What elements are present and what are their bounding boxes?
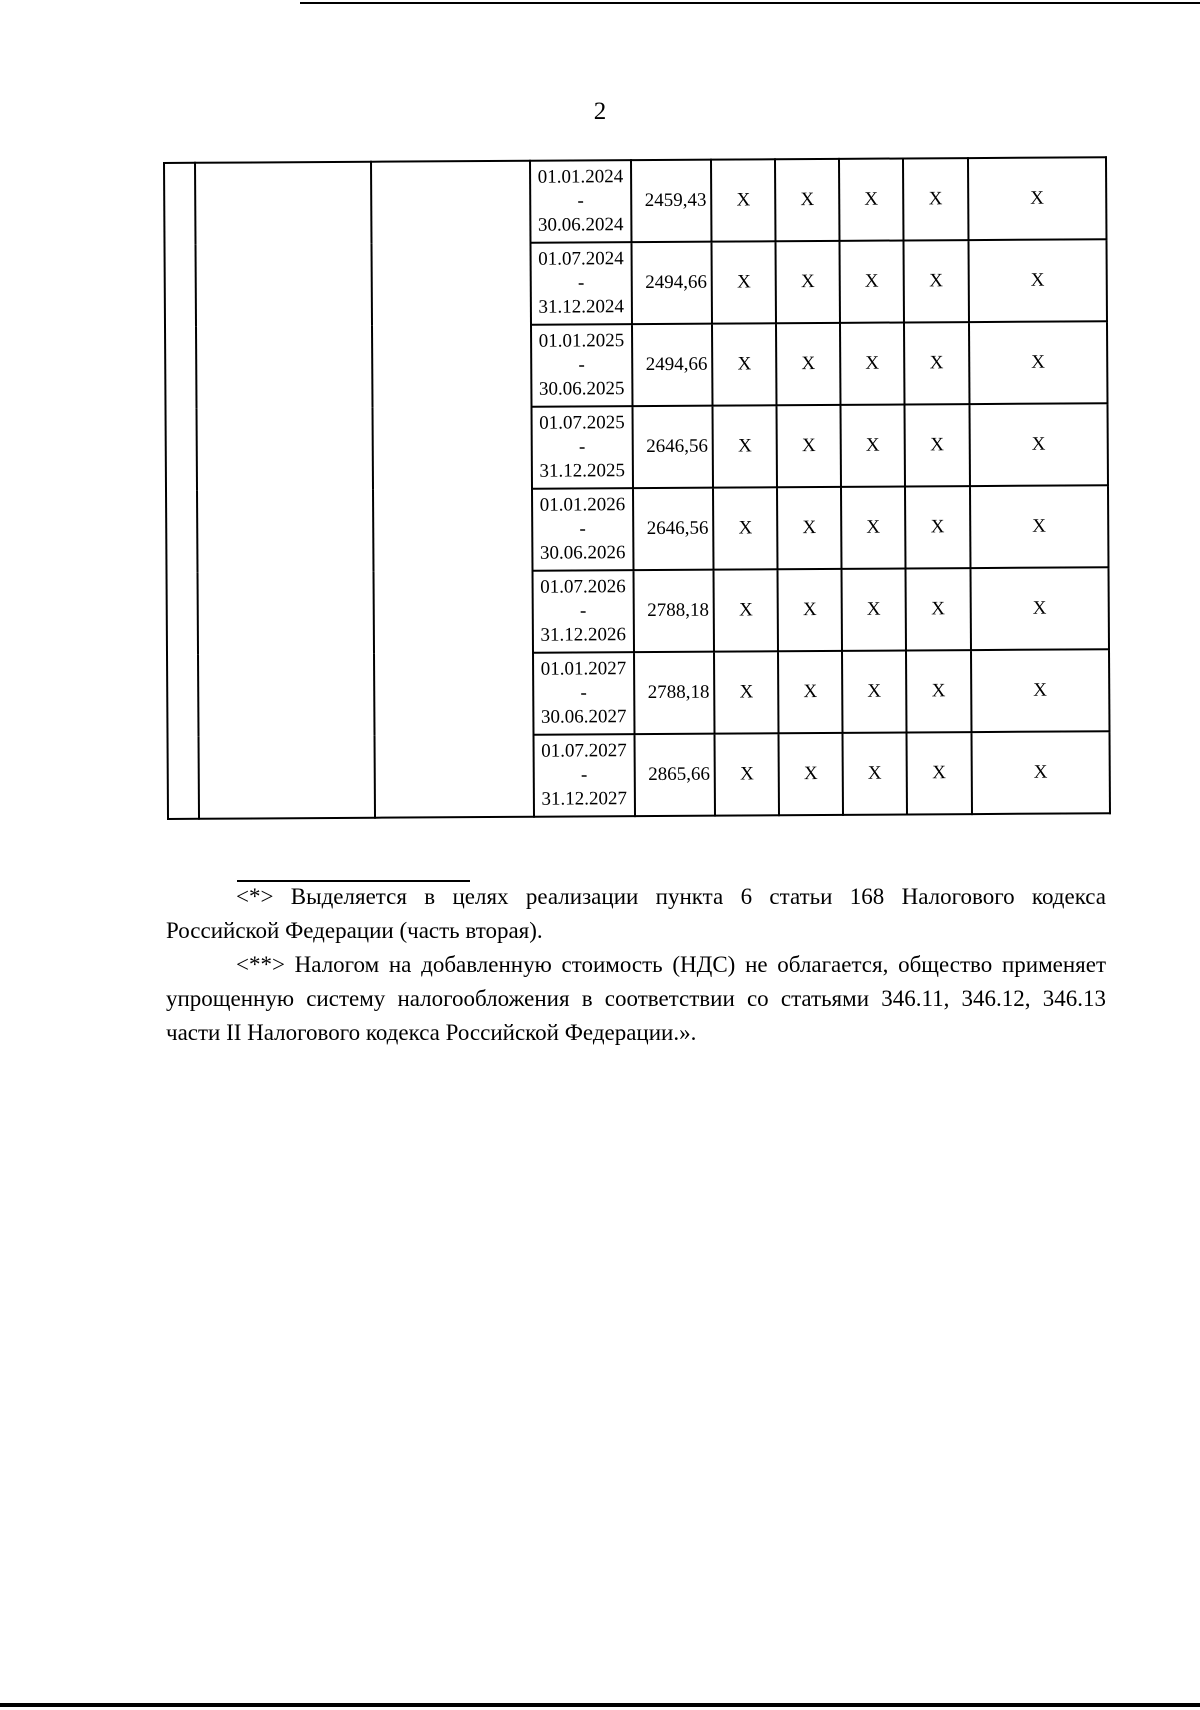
tariff-value: 2646,56	[632, 406, 713, 488]
mark-cell: X	[842, 732, 906, 814]
mark-cell: X	[839, 158, 903, 240]
mark-cell: X	[712, 323, 776, 405]
tariff-value: 2646,56	[633, 488, 714, 570]
mark-cell: X	[711, 159, 775, 241]
period-dash: -	[578, 354, 585, 376]
mark-cell: X	[842, 650, 906, 732]
page-number: 2	[593, 98, 607, 125]
footnote-vat-exempt: <**> Налогом на добавленную стоимость (НДС) не облагается, общество применяет упрощенную систему налогообложения в соответствии со статьями 346.11, 346.12, 346.13 части II Налогового кодекса Российской Федерации.».	[166, 952, 1106, 1045]
tariff-value: 2459,43	[631, 160, 712, 242]
scan-edge-top	[300, 2, 1200, 4]
period-cell	[532, 488, 633, 571]
mark-cell: X	[971, 649, 1110, 732]
table-row	[164, 157, 1106, 245]
mark-cell: X	[839, 240, 903, 322]
mark-cell: X	[841, 486, 905, 568]
mark-cell: X	[904, 322, 969, 404]
mark-cell: X	[971, 731, 1110, 814]
footnote-vat-allocation: <*> Выделяется в целях реализации пункта 6 статьи 168 Налогового кодекса Российской Федерации (часть вторая).	[166, 884, 1106, 943]
period-dash: -	[579, 600, 587, 622]
period-start: 01.01.2024	[537, 166, 624, 188]
mark-cell: X	[713, 405, 777, 487]
mark-cell: X	[776, 323, 840, 405]
merged-cell-organization	[195, 162, 375, 819]
period-end: 31.12.2025	[539, 460, 626, 482]
mark-cell: X	[906, 732, 971, 814]
period-end: 30.06.2024	[537, 214, 624, 236]
mark-cell: X	[778, 569, 842, 651]
mark-cell: X	[968, 157, 1107, 240]
mark-cell: X	[970, 567, 1109, 650]
scan-edge-bottom	[0, 1703, 1200, 1707]
mark-cell: X	[905, 486, 970, 568]
period-dash: -	[577, 190, 584, 212]
period-cell	[531, 406, 632, 489]
period-end: 30.06.2027	[540, 706, 627, 728]
footnotes	[166, 880, 1106, 1050]
period-start: 01.07.2024	[538, 248, 624, 270]
tariff-value: 2494,66	[632, 324, 713, 406]
period-dash: -	[579, 518, 586, 540]
period-cell	[533, 652, 634, 735]
period-dash: -	[580, 682, 587, 704]
period-end: 31.12.2024	[538, 296, 625, 318]
period-end: 30.06.2025	[538, 378, 625, 400]
mark-cell: X	[778, 651, 842, 733]
period-end: 30.06.2026	[539, 542, 626, 564]
mark-cell: X	[903, 240, 968, 322]
mark-cell: X	[841, 568, 905, 650]
period-start: 01.07.2026	[540, 576, 626, 598]
mark-cell: X	[905, 568, 970, 650]
mark-cell: X	[968, 239, 1107, 322]
period-start: 01.01.2025	[538, 330, 625, 352]
period-cell	[533, 734, 634, 817]
period-start: 01.01.2027	[540, 658, 627, 680]
mark-cell: X	[714, 569, 778, 651]
mark-cell: X	[969, 403, 1108, 486]
period-cell	[531, 324, 632, 407]
period-start: 01.07.2027	[541, 740, 627, 762]
merged-cell-number	[164, 163, 199, 819]
mark-cell: X	[777, 487, 841, 569]
mark-cell: X	[712, 241, 776, 323]
period-cell	[530, 160, 631, 243]
period-dash: -	[577, 272, 585, 294]
mark-cell: X	[906, 650, 971, 732]
merged-cell-service	[371, 161, 534, 818]
tariff-value: 2788,18	[633, 570, 714, 652]
tariff-table-body	[164, 157, 1110, 819]
period-end: 31.12.2027	[541, 788, 628, 810]
mark-cell: X	[715, 733, 779, 815]
mark-cell: X	[840, 404, 904, 486]
mark-cell: X	[779, 733, 843, 815]
period-dash: -	[578, 436, 586, 458]
period-end: 31.12.2026	[540, 624, 627, 646]
mark-cell: X	[713, 487, 777, 569]
mark-cell: X	[970, 485, 1109, 568]
mark-cell: X	[776, 241, 840, 323]
tariff-value: 2494,66	[631, 242, 712, 324]
mark-cell: X	[903, 158, 968, 240]
tariff-value: 2788,18	[634, 652, 715, 734]
period-dash: -	[580, 764, 588, 786]
tariff-value: 2865,66	[634, 734, 715, 816]
period-start: 01.07.2025	[539, 412, 625, 434]
mark-cell: X	[840, 322, 904, 404]
tariff-table	[163, 156, 1111, 820]
period-cell	[532, 570, 633, 653]
mark-cell: X	[775, 159, 839, 241]
mark-cell: X	[777, 405, 841, 487]
mark-cell: X	[904, 404, 969, 486]
period-cell	[530, 242, 631, 325]
mark-cell: X	[714, 651, 778, 733]
period-start: 01.01.2026	[539, 494, 626, 516]
mark-cell: X	[969, 321, 1108, 404]
